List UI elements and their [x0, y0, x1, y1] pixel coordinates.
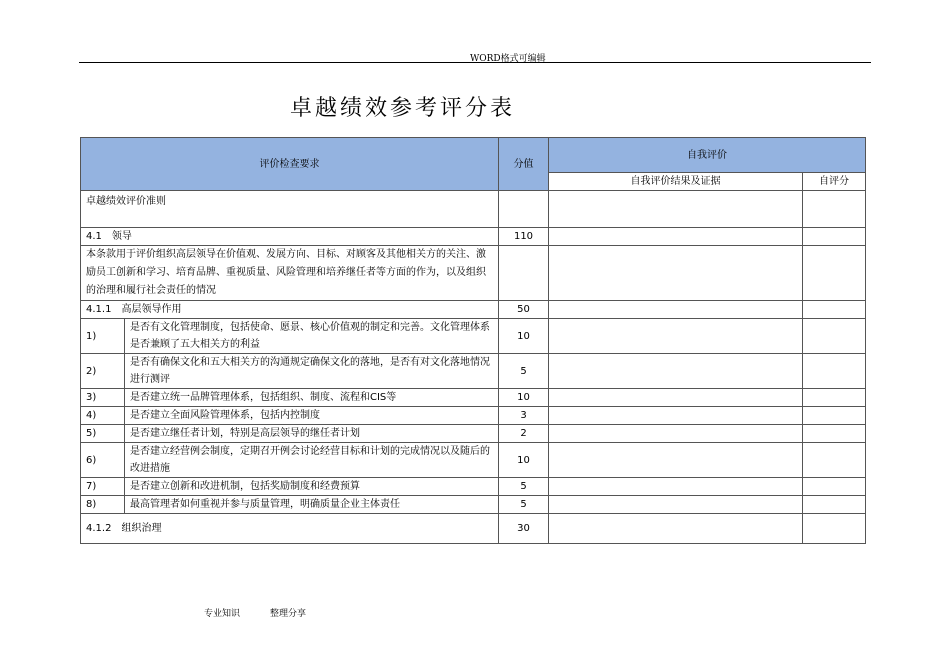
sub-item-text: 最高管理者如何重视并参与质量管理，明确质量企业主体责任 [125, 496, 499, 514]
sub-item-text: 是否建立继任者计划，特别是高层领导的继任者计划 [125, 425, 499, 443]
score-table [80, 137, 866, 544]
footer-left: 专业知识 [204, 609, 241, 619]
header-self-score: 自评分 [803, 173, 866, 191]
score-cell [499, 246, 549, 301]
self-score-cell[interactable] [803, 319, 866, 354]
header-self-eval: 自我评价 [549, 138, 866, 173]
evidence-cell[interactable] [549, 425, 803, 443]
header-requirement: 评价检查要求 [81, 138, 499, 191]
self-score-cell[interactable] [803, 191, 866, 228]
item-41-description: 本条款用于评价组织高层领导在价值观、发展方向、目标、对顾客及其他相关方的关注、激励员工创新和学习、培育品牌、重视质量、风险管理和培养继任者等方面的作为，以及组织的治理和履行社会责任的情况 [81, 246, 499, 301]
self-score-cell[interactable] [803, 514, 866, 544]
sub-item-number: 4) [81, 407, 125, 425]
sub-item-number: 7) [81, 478, 125, 496]
evidence-cell[interactable] [549, 228, 803, 246]
sub-item-score: 5 [499, 354, 549, 389]
sub-item-text: 是否建立全面风险管理体系，包括内控制度 [125, 407, 499, 425]
sub-item-score: 2 [499, 425, 549, 443]
sub-item-score: 10 [499, 443, 549, 478]
evidence-cell[interactable] [549, 478, 803, 496]
self-score-cell[interactable] [803, 443, 866, 478]
sub-item-number: 8) [81, 496, 125, 514]
self-score-cell[interactable] [803, 478, 866, 496]
self-score-cell[interactable] [803, 425, 866, 443]
evidence-cell[interactable] [549, 246, 803, 301]
sub-item-score: 5 [499, 478, 549, 496]
sub-item-text: 是否有文化管理制度，包括使命、愿景、核心价值观的制定和完善。文化管理体系是否兼顾了五大相关方的利益 [125, 319, 499, 354]
sub-item-score: 10 [499, 389, 549, 407]
sub-item-text: 是否建立统一品牌管理体系，包括组织、制度、流程和CIS等 [125, 389, 499, 407]
self-score-cell[interactable] [803, 407, 866, 425]
evidence-cell[interactable] [549, 301, 803, 319]
evidence-cell[interactable] [549, 191, 803, 228]
sub-item-number: 2) [81, 354, 125, 389]
sub-item-score: 10 [499, 319, 549, 354]
sub-item-text: 是否建立经营例会制度，定期召开例会讨论经营目标和计划的完成情况以及随后的改进措施 [125, 443, 499, 478]
item-41-label: 4.1 领导 [81, 228, 499, 246]
footer-right: 整理分享 [270, 609, 307, 619]
self-score-cell[interactable] [803, 228, 866, 246]
sub-item-number: 3) [81, 389, 125, 407]
self-score-cell[interactable] [803, 246, 866, 301]
self-score-cell[interactable] [803, 354, 866, 389]
evidence-cell[interactable] [549, 319, 803, 354]
evidence-cell[interactable] [549, 389, 803, 407]
item-411-label: 4.1.1 高层领导作用 [81, 301, 499, 319]
self-score-cell[interactable] [803, 496, 866, 514]
item-411-score: 50 [499, 301, 549, 319]
header-evidence: 自我评价结果及证据 [549, 173, 803, 191]
sub-item-number: 5) [81, 425, 125, 443]
sub-item-score: 3 [499, 407, 549, 425]
item-412-score: 30 [499, 514, 549, 544]
sub-item-score: 5 [499, 496, 549, 514]
evidence-cell[interactable] [549, 407, 803, 425]
page-header: WORD格式可编辑 [470, 54, 546, 64]
sub-item-number: 6) [81, 443, 125, 478]
section-title: 卓越绩效评价准则 [81, 191, 499, 228]
self-score-cell[interactable] [803, 389, 866, 407]
evidence-cell[interactable] [549, 443, 803, 478]
sub-item-number: 1) [81, 319, 125, 354]
evidence-cell[interactable] [549, 354, 803, 389]
header-rule [79, 62, 871, 63]
score-cell [499, 191, 549, 228]
self-score-cell[interactable] [803, 301, 866, 319]
evidence-cell[interactable] [549, 514, 803, 544]
document-title: 卓越绩效参考评分表 [290, 96, 516, 121]
sub-item-text: 是否建立创新和改进机制，包括奖励制度和经费预算 [125, 478, 499, 496]
item-412-label: 4.1.2 组织治理 [81, 514, 499, 544]
item-41-score: 110 [499, 228, 549, 246]
evidence-cell[interactable] [549, 496, 803, 514]
header-score: 分值 [499, 138, 549, 191]
sub-item-text: 是否有确保文化和五大相关方的沟通规定确保文化的落地，是否有对文化落地情况进行测评 [125, 354, 499, 389]
